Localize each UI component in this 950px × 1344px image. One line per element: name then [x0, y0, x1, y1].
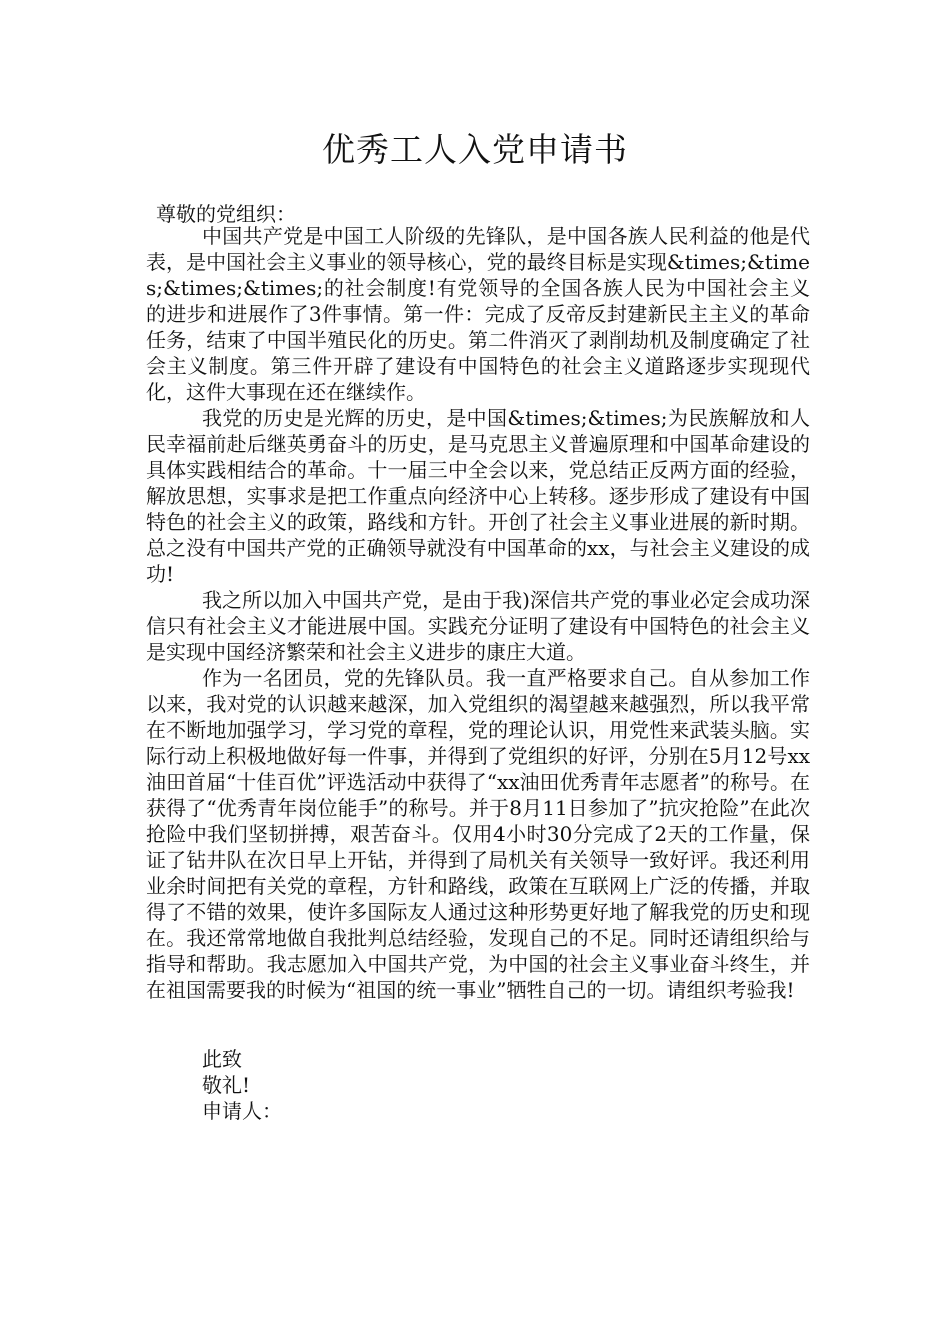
- paragraph-4: 作为一名团员，党的先锋队员。我一直严格要求自己。自从参加工作以来，我对党的认识越来越深，加入党组织的渴望越来越强烈，所以我平常在不断地加强学习，学习党的章程，党的理论认识，用党性来武装头脑。实际行动上积极地做好每一件事，并得到了党组织的好评，分别在5月12号xx油田首届“十佳百优”评选活动中获得了“xx油田优秀青年志愿者”的称号。在获得了“优秀青年岗位能手”的称号。并于8月11日参加了”抗灾抢险”在此次抢险中我们坚韧拼搏，艰苦奋斗。仅用4小时30分完成了2天的工作量，保证了钻井队在次日早上开钻，并得到了局机关有关领导一致好评。我还利用业余时间把有关党的章程，方针和路线，政策在互联网上广泛的传播，并取得了不错的效果，使许多国际友人通过这种形势更好地了解我党的历史和现在。我还常常地做自我批判总结经验，发现自己的不足。同时还请组织给与指导和帮助。我志愿加入中国共产党，为中国的社会主义事业奋斗终生，并在祖国需要我的时候为“祖国的统一事业”牺牲自己的一切。请组织考验我!: [146, 666, 810, 1002]
- page-title: 优秀工人入党申请书: [322, 130, 628, 169]
- closing-jingli: 敬礼!: [202, 1073, 251, 1097]
- letter-body: [146, 223, 810, 1003]
- paragraph-3: 我之所以加入中国共产党，是由于我)深信共产党的事业必定会成功深信只有社会主义才能进展中国。实践充分证明了建设有中国特色的社会主义是实现中国经济繁荣和社会主义进步的康庄大道。: [146, 588, 810, 664]
- closing-block: [202, 1046, 282, 1124]
- paragraph-1: 中国共产党是中国工人阶级的先锋队，是中国各族人民利益的他是代表，是中国社会主义事业的领导核心，党的最终目标是实现&times;&times;&times;&times;的社会制度!有党领导的全国各族人民为中国社会主义的进步和进展作了3件事情。第一件：完成了反帝反封建新民主主义的革命任务，结束了中国半殖民化的历史。第二件消灭了剥削劫机及制度确定了社会主义制度。第三件开辟了建设有中国特色的社会主义道路逐步实现现代化，这件大事现在还在继续作。: [146, 224, 810, 404]
- salutation: 尊敬的党组织：: [156, 202, 296, 226]
- paragraph-2: 我党的历史是光辉的历史，是中国&times;&times;为民族解放和人民幸福前赴后继英勇奋斗的历史，是马克思主义普遍原理和中国革命建设的具体实践相结合的革命。十一届三中全会以来，党总结正反两方面的经验，解放思想，实事求是把工作重点向经济中心上转移。逐步形成了建设有中国特色的社会主义的政策，路线和方针。开创了社会主义事业进展的新时期。总之没有中国共产党的正确领导就没有中国革命的xx，与社会主义建设的成功!: [146, 406, 810, 586]
- applicant-label: 申请人：: [202, 1099, 282, 1123]
- closing-cizhi: 此致: [202, 1047, 242, 1071]
